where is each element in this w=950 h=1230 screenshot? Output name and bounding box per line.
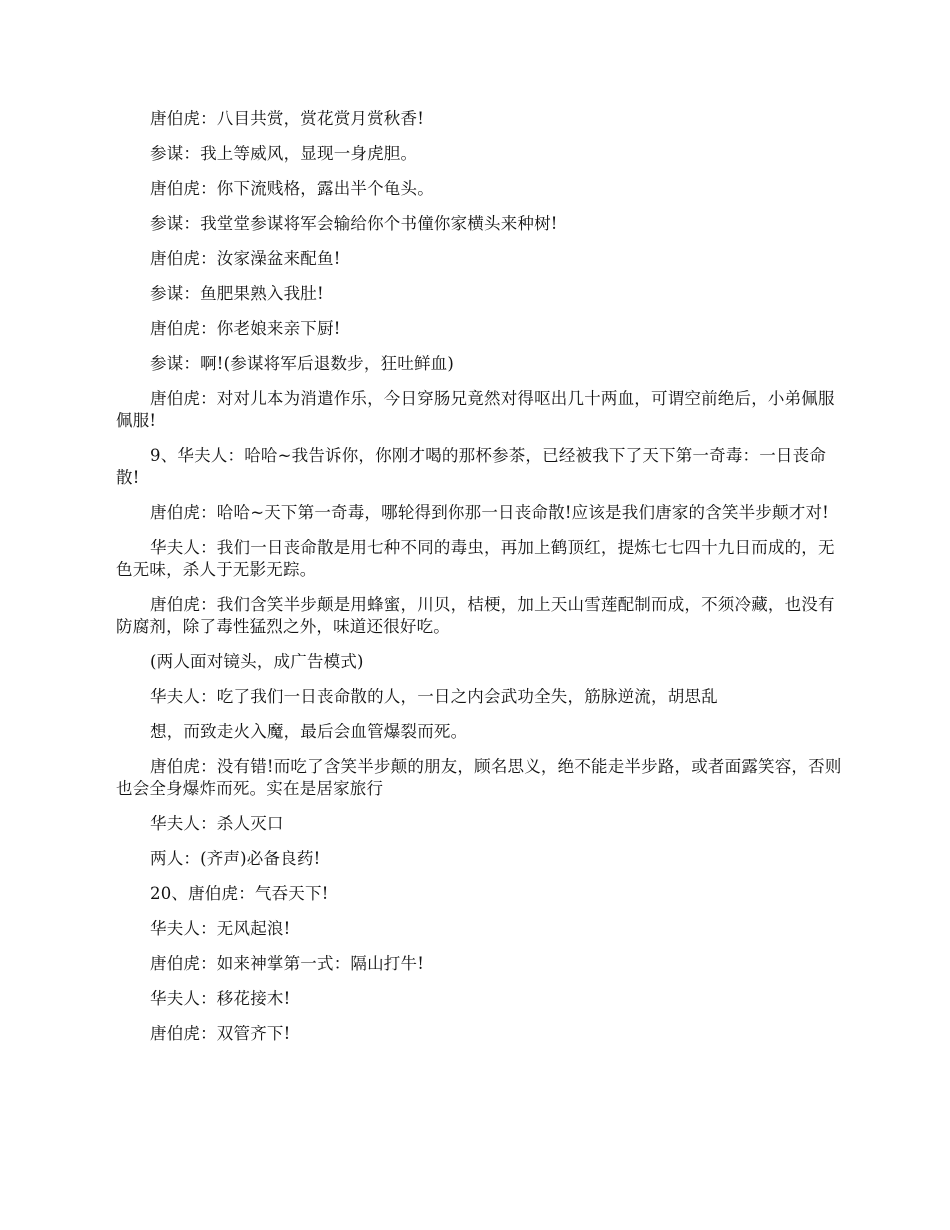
paragraph-12: 华夫人：我们一日丧命散是用七种不同的毒虫，再加上鹤顶红，提炼七七四十九日而成的，无色无味，杀人于无影无踪。 — [116, 538, 835, 579]
paragraph-18: 华夫人：杀人灭口 — [150, 814, 284, 833]
document-page — [116, 108, 842, 1058]
paragraph-15: 华夫人：吃了我们一日丧命散的人，一日之内会武功全失，筋脉逆流，胡思乱 — [150, 687, 718, 706]
paragraph-16: 想，而致走火入魔，最后会血管爆裂而死。 — [150, 722, 468, 741]
paragraph-3: 唐伯虎：你下流贱格，露出半个龟头。 — [150, 179, 434, 198]
paragraph-21: 华夫人：无风起浪! — [150, 919, 291, 938]
paragraph-20: 20、唐伯虎：气吞天下! — [150, 884, 329, 903]
paragraph-10: 9、华夫人：哈哈~我告诉你，你刚才喝的那杯参茶，已经被我下了天下第一奇毒：一日丧命散! — [116, 446, 827, 487]
paragraph-1: 唐伯虎：八目共赏，赏花赏月赏秋香! — [150, 109, 425, 128]
paragraph-2: 参谋：我上等威风，显现一身虎胆。 — [150, 144, 418, 163]
paragraph-6: 参谋：鱼肥果熟入我肚! — [150, 284, 324, 303]
paragraph-24: 唐伯虎：双管齐下! — [150, 1024, 291, 1043]
paragraph-11: 唐伯虎：哈哈~天下第一奇毒，哪轮得到你那一日丧命散!应该是我们唐家的含笑半步颠才对! — [150, 503, 829, 522]
paragraph-19: 两人：(齐声)必备良药! — [150, 849, 321, 868]
paragraph-9: 唐伯虎：对对儿本为消遣作乐，今日穿肠兄竟然对得呕出几十两血，可谓空前绝后，小弟佩服佩服! — [116, 389, 835, 430]
paragraph-4: 参谋：我堂堂参谋将军会输给你个书僮你家横头来种树! — [150, 214, 558, 233]
paragraph-22: 唐伯虎：如来神掌第一式：隔山打牛! — [150, 954, 425, 973]
paragraph-14: (两人面对镜头，成广告模式) — [150, 652, 364, 671]
paragraph-8: 参谋：啊!(参谋将军后退数步，狂吐鲜血) — [150, 354, 455, 373]
paragraph-5: 唐伯虎：汝家澡盆来配鱼! — [150, 249, 341, 268]
paragraph-7: 唐伯虎：你老娘来亲下厨! — [150, 319, 341, 338]
paragraph-13: 唐伯虎：我们含笑半步颠是用蜂蜜，川贝，桔梗，加上天山雪莲配制而成，不须冷藏，也没有防腐剂，除了毒性猛烈之外，味道还很好吃。 — [116, 595, 835, 636]
paragraph-17: 唐伯虎：没有错!而吃了含笑半步颠的朋友，顾名思义，绝不能走半步路，或者面露笑容，否则也会全身爆炸而死。实在是居家旅行 — [116, 757, 842, 798]
paragraph-23: 华夫人：移花接木! — [150, 989, 291, 1008]
